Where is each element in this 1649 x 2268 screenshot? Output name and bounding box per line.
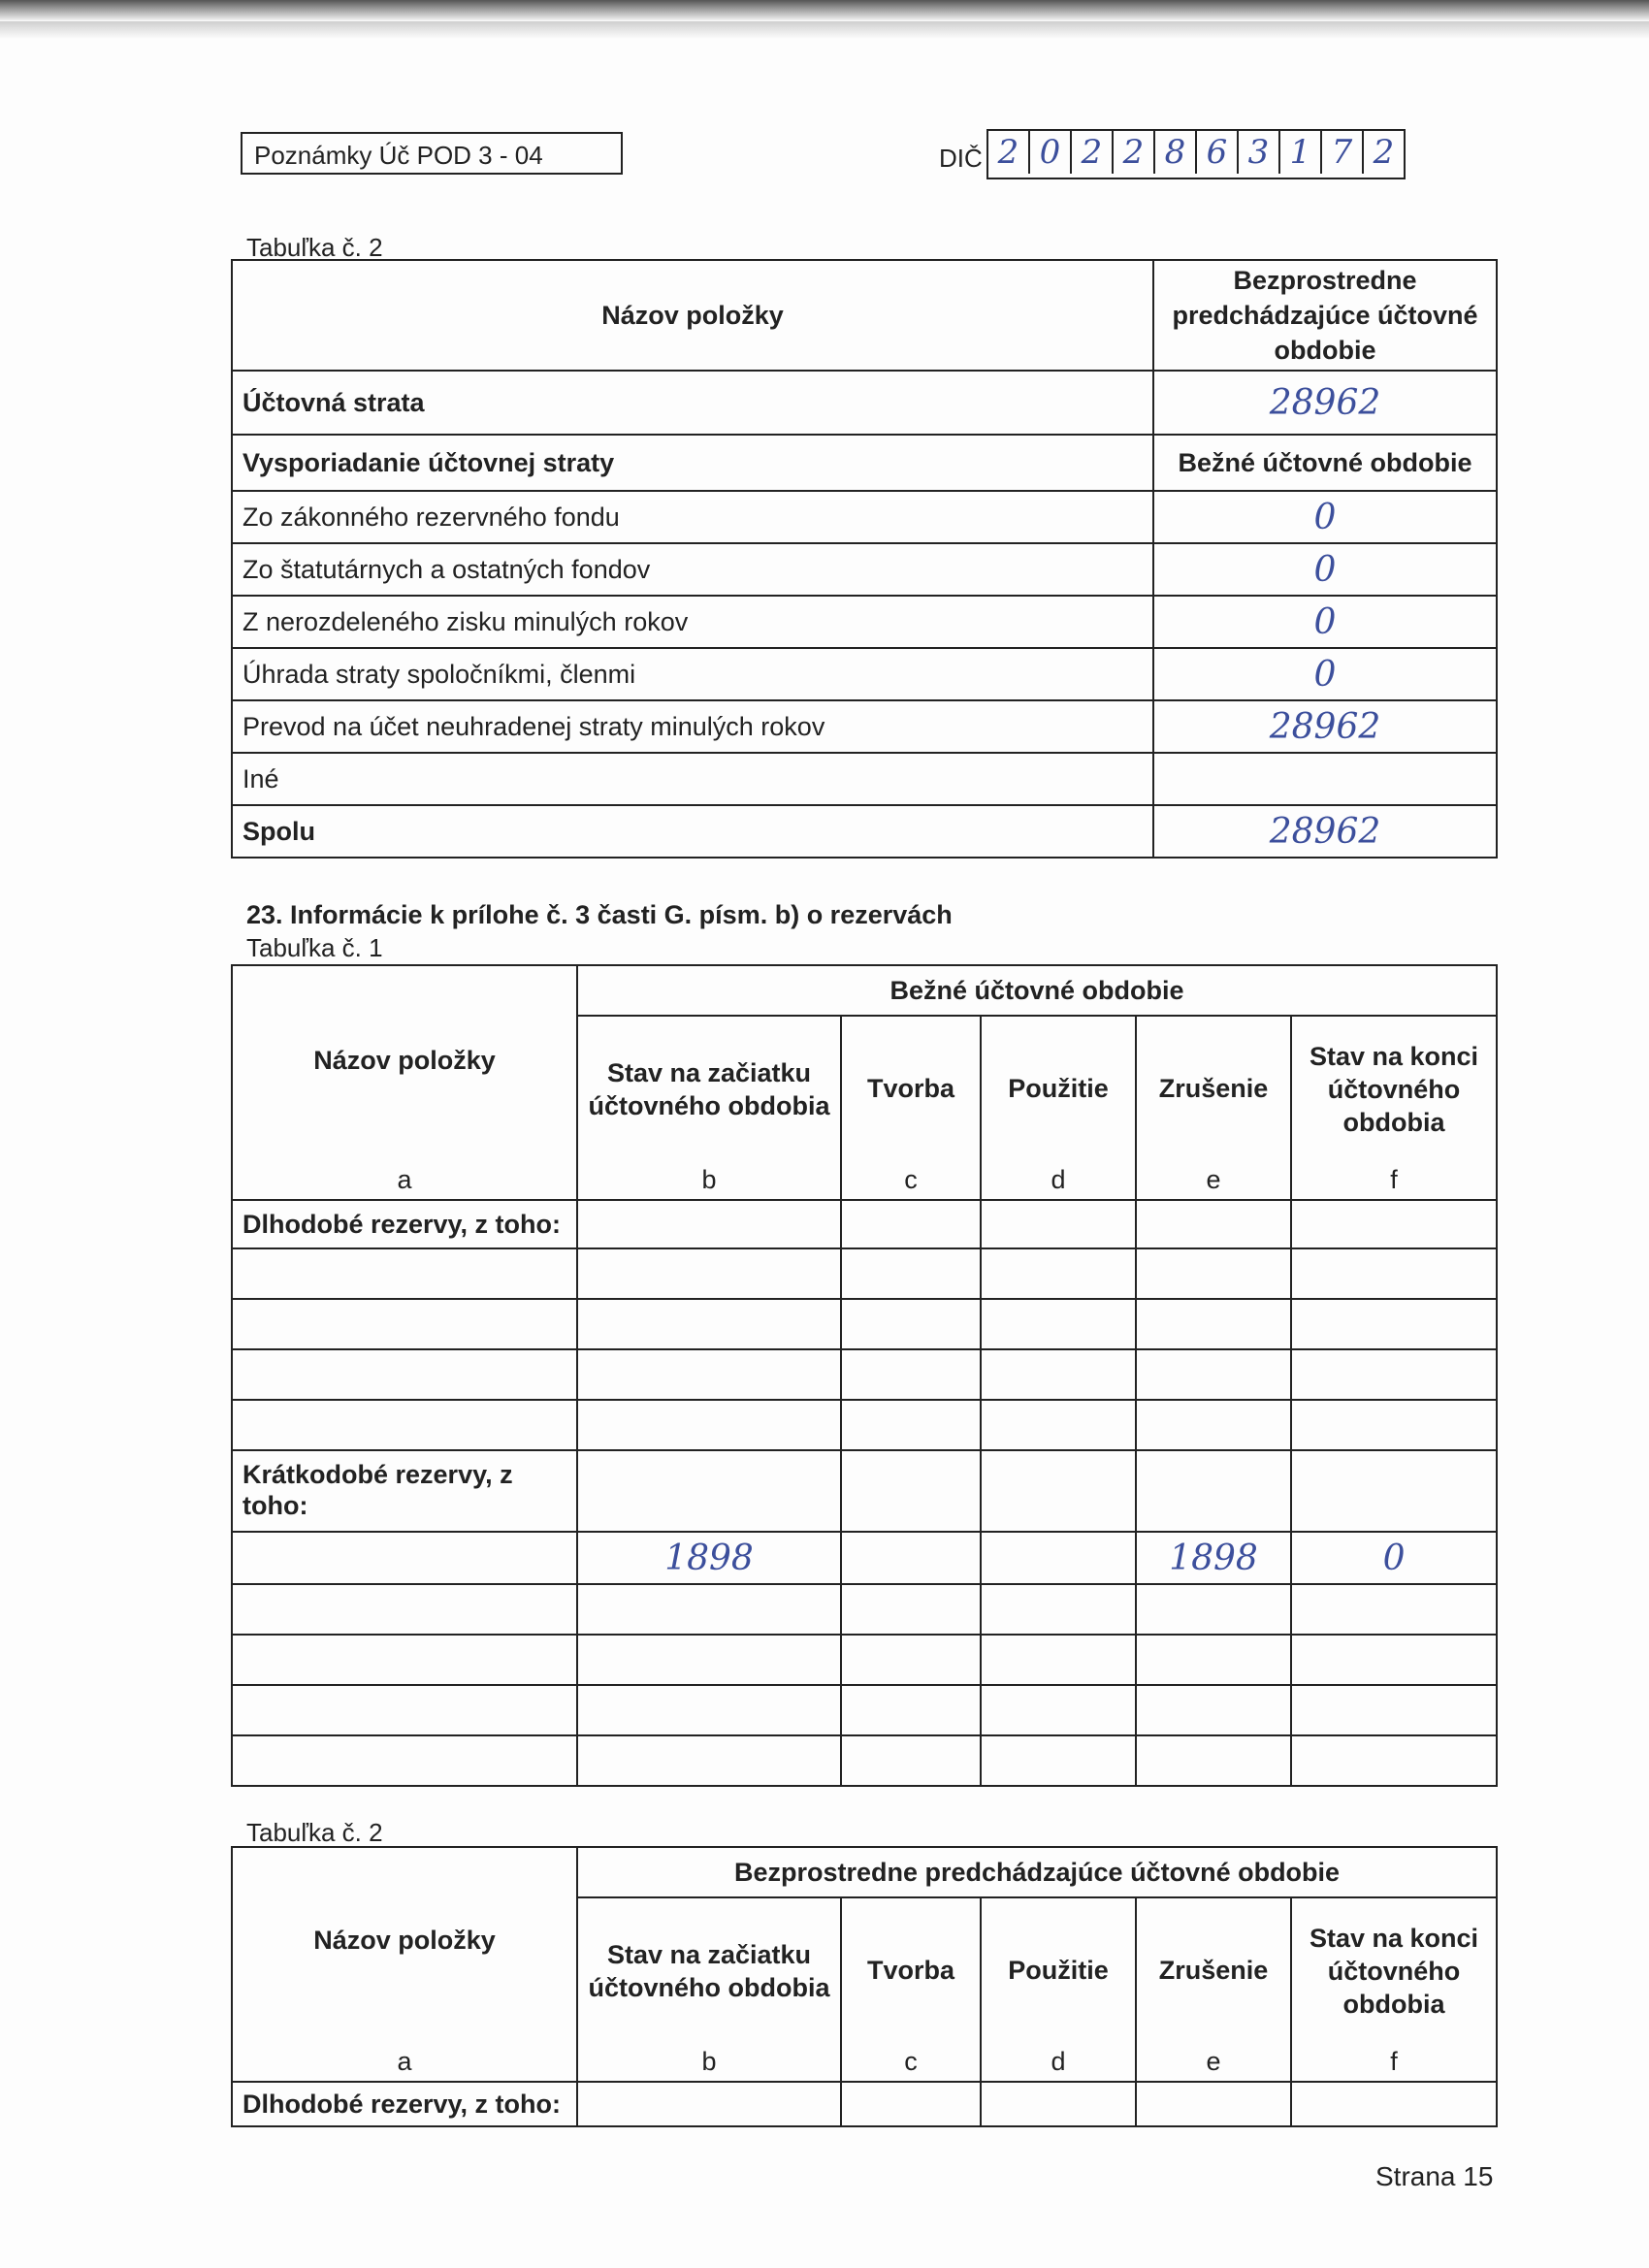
dic-digit: 0 (1030, 131, 1072, 174)
scan-edge (0, 0, 1649, 21)
scan-shadow (0, 21, 1649, 39)
col-letter: a (232, 1161, 577, 1200)
cell (981, 2082, 1136, 2126)
cell (981, 1685, 1136, 1735)
cell (981, 1248, 1136, 1299)
row-value: 0 (1153, 543, 1497, 596)
total-label: Spolu (232, 805, 1153, 858)
cell (1291, 1349, 1497, 1400)
period-header: Bežné účtovné obdobie (577, 965, 1497, 1016)
name-header: Názov položky (232, 1847, 577, 2043)
cell (577, 1635, 841, 1685)
cell (232, 1532, 577, 1584)
cell (981, 1635, 1136, 1685)
cell (577, 2082, 841, 2126)
col-letter: d (981, 1161, 1136, 1200)
col-e-header: Zrušenie (1136, 1016, 1291, 1161)
col-letter: b (577, 1161, 841, 1200)
cell (1136, 2082, 1291, 2126)
cell (577, 1584, 841, 1635)
cell (577, 1685, 841, 1735)
name-header: Názov položky (232, 965, 577, 1161)
row-label: Z nerozdeleného zisku minulých rokov (232, 596, 1153, 648)
cell (577, 1349, 841, 1400)
cell (981, 1532, 1136, 1584)
col-letter: e (1136, 1161, 1291, 1200)
col-d-header: Použitie (981, 1897, 1136, 2043)
cell (1291, 1635, 1497, 1685)
cell (1136, 1349, 1291, 1400)
cell (1291, 1685, 1497, 1735)
col-letter: b (577, 2043, 841, 2082)
cell (841, 1735, 981, 1786)
cell (1136, 1635, 1291, 1685)
dic-digit: 7 (1322, 131, 1364, 174)
cell (981, 1735, 1136, 1786)
cell (1136, 1685, 1291, 1735)
row-label: Prevod na účet neuhradenej straty minulých rokov (232, 700, 1153, 753)
cell (1136, 1248, 1291, 1299)
dic-digit: 8 (1155, 131, 1197, 174)
col-letter: c (841, 1161, 981, 1200)
col-d-header: Použitie (981, 1016, 1136, 1161)
row-value: 0 (1153, 648, 1497, 700)
cell (1291, 1735, 1497, 1786)
cell (232, 1349, 577, 1400)
col-b-header: Stav na začiatku účtovného obdobia (577, 1016, 841, 1161)
cell (232, 1635, 577, 1685)
loss-settlement-table (231, 259, 1498, 859)
row-label: Zo štatutárnych a ostatných fondov (232, 543, 1153, 596)
row-value (1153, 753, 1497, 805)
short-term-cancel-value: 1898 (1136, 1532, 1291, 1584)
loss-value: 28962 (1153, 371, 1497, 435)
total-value: 28962 (1153, 805, 1497, 858)
row-label: Úhrada straty spoločníkmi, členmi (232, 648, 1153, 700)
col-f-header: Stav na konci účtovného obdobia (1291, 1897, 1497, 2043)
col-c-header: Tvorba (841, 1016, 981, 1161)
short-term-end-value: 0 (1291, 1532, 1497, 1584)
settlement-label: Vysporiadanie účtovnej straty (232, 435, 1153, 491)
dic-digit: 6 (1197, 131, 1239, 174)
table-caption: Tabuľka č. 1 (246, 933, 383, 962)
table-caption: Tabuľka č. 2 (246, 1818, 383, 1847)
cell (981, 1450, 1136, 1532)
cell (577, 1450, 841, 1532)
col-letter: a (232, 2043, 577, 2082)
col-f-header: Stav na konci účtovného obdobia (1291, 1016, 1497, 1161)
cell (577, 1400, 841, 1450)
col-prev-period-header: Bezprostredne predchádzajúce účtovné obdobie (1153, 260, 1497, 371)
loss-label: Účtovná strata (232, 371, 1153, 435)
reserves-current-table (231, 964, 1498, 1787)
cell (981, 1349, 1136, 1400)
cell (981, 1299, 1136, 1349)
col-letter: c (841, 2043, 981, 2082)
col-b-header: Stav na začiatku účtovného obdobia (577, 1897, 841, 2043)
current-period-header: Bežné účtovné obdobie (1153, 435, 1497, 491)
cell (1291, 1450, 1497, 1532)
form-code-box: Poznámky Úč POD 3 - 04 (241, 132, 623, 175)
cell (1136, 1584, 1291, 1635)
cell (841, 2082, 981, 2126)
cell (981, 1584, 1136, 1635)
col-letter: f (1291, 2043, 1497, 2082)
row-label: Zo zákonného rezervného fondu (232, 491, 1153, 543)
table-caption: Tabuľka č. 2 (246, 233, 383, 262)
section-23-title: 23. Informácie k prílohe č. 3 časti G. písm. b) o rezervách (246, 900, 953, 929)
dic-digit: 2 (1114, 131, 1155, 174)
col-letter: e (1136, 2043, 1291, 2082)
cell (1291, 1400, 1497, 1450)
cell (1291, 1248, 1497, 1299)
dic-digit: 2 (1072, 131, 1114, 174)
cell (981, 1200, 1136, 1248)
cell (232, 1299, 577, 1349)
dic-digit: 2 (988, 131, 1030, 174)
cell (577, 1735, 841, 1786)
dic-boxes (986, 129, 1406, 179)
cell (841, 1450, 981, 1532)
cell (1136, 1735, 1291, 1786)
col-e-header: Zrušenie (1136, 1897, 1291, 2043)
row-value: 28962 (1153, 700, 1497, 753)
cell (841, 1532, 981, 1584)
row-value: 0 (1153, 491, 1497, 543)
cell (841, 1200, 981, 1248)
row-value: 0 (1153, 596, 1497, 648)
cell (1291, 1200, 1497, 1248)
reserves-previous-table (231, 1846, 1498, 2127)
cell (841, 1248, 981, 1299)
cell (841, 1349, 981, 1400)
cell (841, 1400, 981, 1450)
short-term-label: Krátkodobé rezervy, z toho: (232, 1450, 577, 1532)
cell (577, 1299, 841, 1349)
cell (232, 1400, 577, 1450)
cell (1136, 1299, 1291, 1349)
cell (232, 1685, 577, 1735)
cell (1291, 1584, 1497, 1635)
cell (841, 1584, 981, 1635)
cell (232, 1248, 577, 1299)
cell (841, 1685, 981, 1735)
page-number: Strana 15 (1375, 2161, 1494, 2191)
dic-label: DIČ (939, 144, 983, 173)
dic-digit: 1 (1280, 131, 1322, 174)
cell (841, 1635, 981, 1685)
row-label: Iné (232, 753, 1153, 805)
cell (1291, 2082, 1497, 2126)
col-letter: d (981, 2043, 1136, 2082)
cell (1291, 1299, 1497, 1349)
cell (1136, 1450, 1291, 1532)
long-term-label: Dlhodobé rezervy, z toho: (232, 1200, 577, 1248)
cell (577, 1248, 841, 1299)
cell (1136, 1400, 1291, 1450)
short-term-start-value: 1898 (577, 1532, 841, 1584)
col-letter: f (1291, 1161, 1497, 1200)
cell (841, 1299, 981, 1349)
long-term-label: Dlhodobé rezervy, z toho: (232, 2082, 577, 2126)
cell (232, 1584, 577, 1635)
cell (232, 1735, 577, 1786)
cell (577, 1200, 841, 1248)
period-header: Bezprostredne predchádzajúce účtovné obdobie (577, 1847, 1497, 1897)
cell (1136, 1200, 1291, 1248)
col-c-header: Tvorba (841, 1897, 981, 2043)
dic-digit: 3 (1239, 131, 1280, 174)
dic-digit: 2 (1373, 133, 1395, 172)
cell (981, 1400, 1136, 1450)
col-name-header: Názov položky (232, 260, 1153, 371)
